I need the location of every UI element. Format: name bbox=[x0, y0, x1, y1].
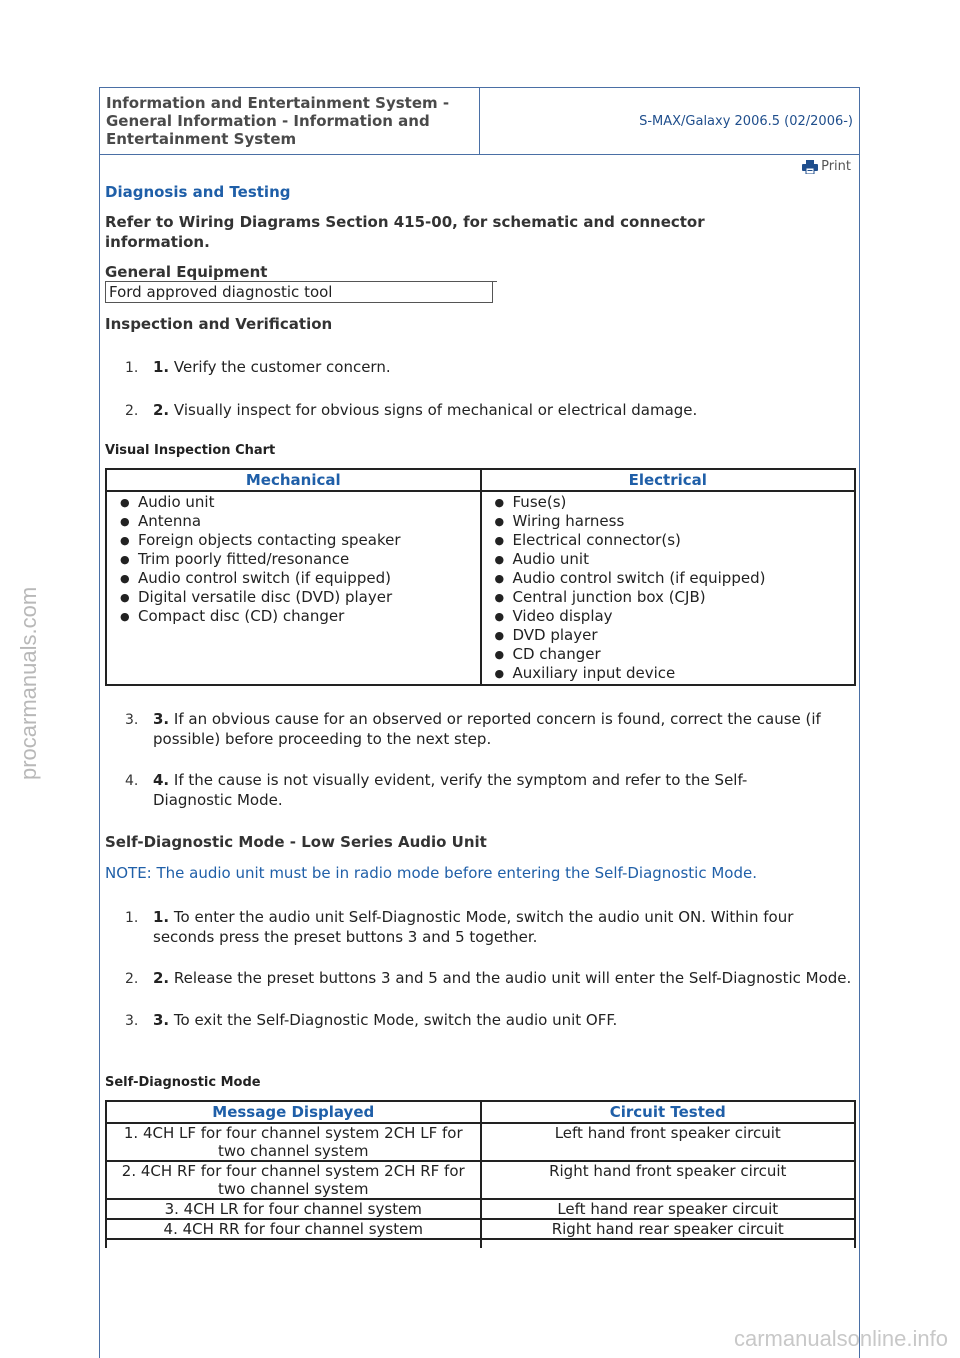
list-item: ● Video display bbox=[483, 607, 854, 626]
equipment-item: Ford approved diagnostic tool bbox=[106, 282, 493, 303]
page-header bbox=[100, 88, 859, 155]
table-row bbox=[106, 1123, 855, 1161]
mechanical-list bbox=[108, 493, 479, 626]
list-item: ● Central junction box (CJB) bbox=[483, 588, 854, 607]
mechanical-cell bbox=[106, 491, 481, 685]
electrical-list bbox=[483, 493, 854, 683]
step-item: 4. 4. If the cause is not visually evident, verify the symptom and refer to the Self-Diagnostic Mode. bbox=[125, 771, 748, 809]
table-row-continuation bbox=[106, 1239, 855, 1248]
self-diagnostic-note: NOTE: The audio unit must be in radio mode before entering the Self-Diagnostic Mode. bbox=[105, 864, 757, 882]
printer-icon bbox=[802, 160, 818, 174]
electrical-header: Electrical bbox=[481, 469, 856, 491]
electrical-cell bbox=[481, 491, 856, 685]
self-diagnostic-steps bbox=[105, 907, 855, 1031]
list-item: ● Foreign objects contacting speaker bbox=[108, 531, 479, 550]
table-row bbox=[106, 1219, 855, 1239]
list-item: ● Trim poorly fitted/resonance bbox=[108, 550, 479, 569]
general-equipment-heading: General Equipment bbox=[105, 263, 497, 282]
circuit-cell: Left hand rear speaker circuit bbox=[481, 1199, 856, 1219]
message-cell: 1. 4CH LF for four channel system 2CH LF for two channel system bbox=[106, 1123, 481, 1161]
section-title: Diagnosis and Testing bbox=[105, 183, 291, 201]
inspection-steps-a bbox=[105, 357, 855, 421]
list-item: ● Digital versatile disc (DVD) player bbox=[108, 588, 479, 607]
bottom-watermark: carmanualsonline.info bbox=[733, 1326, 948, 1351]
circuit-cell: Right hand front speaker circuit bbox=[481, 1161, 856, 1199]
list-item: ● Fuse(s) bbox=[483, 493, 854, 512]
visual-inspection-chart-title: Visual Inspection Chart bbox=[105, 443, 276, 458]
circuit-header: Circuit Tested bbox=[481, 1101, 856, 1123]
list-item: ● Auxiliary input device bbox=[483, 664, 854, 683]
step-item: 3. 3. To exit the Self-Diagnostic Mode, switch the audio unit OFF. bbox=[125, 1011, 618, 1029]
message-cell: 4. 4CH RR for four channel system bbox=[106, 1219, 481, 1239]
list-item: ● Audio control switch (if equipped) bbox=[108, 569, 479, 588]
message-cell: 2. 4CH RF for four channel system 2CH RF for two channel system bbox=[106, 1161, 481, 1199]
inspection-heading: Inspection and Verification bbox=[105, 315, 333, 333]
list-item: ● Wiring harness bbox=[483, 512, 854, 531]
list-item: ● Antenna bbox=[108, 512, 479, 531]
step-item: 1. 1. To enter the audio unit Self-Diagnostic Mode, switch the audio unit ON. Within four seconds press the preset buttons 3 and 5 together. bbox=[125, 908, 794, 946]
visual-inspection-table bbox=[105, 468, 856, 686]
main-content bbox=[100, 155, 859, 1355]
wiring-reference: Refer to Wiring Diagrams Section 415-00, for schematic and connector information. bbox=[105, 213, 705, 251]
list-item: ● Audio control switch (if equipped) bbox=[483, 569, 854, 588]
list-item: ● Electrical connector(s) bbox=[483, 531, 854, 550]
self-diagnostic-table-title: Self-Diagnostic Mode bbox=[105, 1075, 261, 1090]
message-cell: 3. 4CH LR for four channel system bbox=[106, 1199, 481, 1219]
self-diagnostic-heading: Self-Diagnostic Mode - Low Series Audio Unit bbox=[105, 833, 487, 851]
message-header: Message Displayed bbox=[106, 1101, 481, 1123]
model-label: S-MAX/Galaxy 2006.5 (02/2006-) bbox=[639, 113, 853, 129]
print-label: Print bbox=[821, 159, 851, 174]
print-link[interactable] bbox=[802, 159, 851, 174]
circuit-cell: Left hand front speaker circuit bbox=[481, 1123, 856, 1161]
step-item: 1. 1. Verify the customer concern. bbox=[125, 358, 391, 376]
circuit-cell: Right hand rear speaker circuit bbox=[481, 1219, 856, 1239]
step-item: 2. 2. Visually inspect for obvious signs of mechanical or electrical damage. bbox=[125, 401, 698, 419]
page-frame bbox=[99, 87, 860, 1358]
table-row bbox=[106, 1161, 855, 1199]
equipment-table bbox=[105, 281, 493, 303]
table-row bbox=[106, 1199, 855, 1219]
list-item: ● Audio unit bbox=[108, 493, 479, 512]
list-item: ● Compact disc (CD) changer bbox=[108, 607, 479, 626]
list-item: ● CD changer bbox=[483, 645, 854, 664]
list-item: ● Audio unit bbox=[483, 550, 854, 569]
step-item: 2. 2. Release the preset buttons 3 and 5 and the audio unit will enter the Self-Diagnostic Mode. bbox=[125, 969, 852, 987]
page-title: Information and Entertainment System - General Information - Information and Entertainment System bbox=[100, 88, 480, 154]
mechanical-header: Mechanical bbox=[106, 469, 481, 491]
self-diagnostic-table bbox=[105, 1100, 856, 1248]
step-item: 3. 3. If an obvious cause for an observed or reported concern is found, correct the cause (if possible) before proceeding to the next step. bbox=[125, 710, 821, 748]
inspection-steps-b bbox=[105, 709, 855, 810]
side-watermark: procarmanuals.com bbox=[16, 586, 41, 780]
list-item: ● DVD player bbox=[483, 626, 854, 645]
